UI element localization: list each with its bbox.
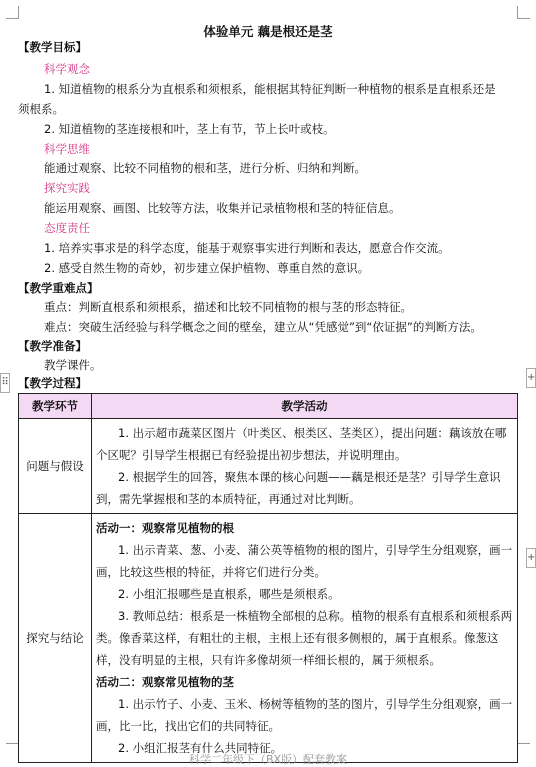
table-row	[19, 514, 518, 763]
activity-paragraph: 1. 出示超市蔬菜区图片（叶类区、根类区、茎类区），提出问题：藕该放在哪个区呢？引导学生根据已有经验提出初步想法，并说明理由。	[96, 426, 507, 462]
activity-paragraph: 2. 根据学生的回答，聚焦本课的核心问题——藕是根还是茎？引导学生意识到，需先掌握根和茎的本质特征，再通过对比判断。	[96, 470, 501, 506]
practice-item: 能运用观察、画图、比较等方法，收集并记录植物根和茎的特征信息。	[44, 201, 401, 215]
crop-mark-top-left	[6, 6, 19, 19]
attitude-item-1: 1. 培养实事求是的科学态度，能基于观察事实进行判断和表达，愿意合作交流。	[44, 241, 450, 255]
activity-title: 活动二：观察常见植物的茎	[96, 675, 234, 689]
plus-icon[interactable]: +	[526, 548, 536, 568]
activity-paragraph: 1. 出示青菜、葱、小麦、蒲公英等植物的根的图片，引导学生分组观察，画一画，比较这些根的特征，并将它们进行分类。	[96, 543, 513, 579]
activity-cell	[92, 514, 518, 763]
practice-header: 探究实践	[44, 181, 90, 195]
concept-header: 科学观念	[44, 62, 90, 76]
activity-paragraph: 1. 出示竹子、小麦、玉米、杨树等植物的茎的图片，引导学生分组观察，画一画，比一比，找出它们的共同特征。	[96, 697, 513, 733]
drag-handle-icon[interactable]: ⠿	[0, 373, 10, 393]
lesson-process-table	[18, 393, 518, 763]
document-title: 体验单元 藕是根还是茎	[203, 24, 333, 39]
crop-mark-top-right	[517, 6, 530, 19]
thinking-item: 能通过观察、比较不同植物的根和茎，进行分析、归纳和判断。	[44, 161, 366, 175]
activity-paragraph: 2. 小组汇报茎有什么共同特征。	[118, 741, 283, 755]
concept-item-1: 1. 知道植物的根系分为直根系和须根系，能根据其特征判断一种植物的根系是直根系还是	[44, 82, 496, 96]
activity-paragraph: 3. 教师总结：根系是一株植物全部根的总称。植物的根系有直根系和须根系两类。像香菜这样，有粗壮的主根，主根上还有很多侧根的，属于直根系。像葱这样，没有明显的主根，只有许多像胡须一样细长根的，属于须根系。	[96, 609, 513, 667]
column-header-stage: 教学环节	[19, 394, 92, 419]
activity-paragraph: 2. 小组汇报哪些是直根系，哪些是须根系。	[118, 587, 340, 601]
table-row	[19, 419, 518, 514]
table-header-row	[19, 394, 518, 419]
attitude-header: 态度责任	[44, 221, 90, 235]
activity-cell	[92, 419, 518, 514]
stage-cell: 问题与假设	[19, 419, 92, 514]
key-points-header: 【教学重难点】	[18, 281, 99, 295]
concept-item-1-cont: 须根系。	[18, 102, 64, 116]
activity-title: 活动一：观察常见植物的根	[96, 521, 234, 535]
column-header-activity: 教学活动	[92, 394, 518, 419]
preparation-item: 教学课件。	[44, 358, 102, 372]
page-footer: 科学二年级下（BX版）配套教案	[188, 753, 348, 766]
preparation-header: 【教学准备】	[18, 339, 87, 353]
goals-header: 【教学目标】	[18, 40, 87, 54]
concept-item-2: 2. 知道植物的茎连接根和叶，茎上有节，节上长叶或枝。	[44, 122, 335, 136]
stage-cell: 探究与结论	[19, 514, 92, 763]
difficult-point: 难点：突破生活经验与科学概念之间的壁垒，建立从“凭感觉”到“依证据”的判断方法。	[44, 320, 482, 334]
thinking-header: 科学思维	[44, 142, 90, 156]
process-header: 【教学过程】	[18, 376, 87, 390]
plus-icon[interactable]: +	[526, 368, 536, 388]
attitude-item-2: 2. 感受自然生物的奇妙，初步建立保护植物、尊重自然的意识。	[44, 261, 370, 275]
key-point: 重点：判断直根系和须根系，描述和比较不同植物的根与茎的形态特征。	[44, 300, 412, 314]
